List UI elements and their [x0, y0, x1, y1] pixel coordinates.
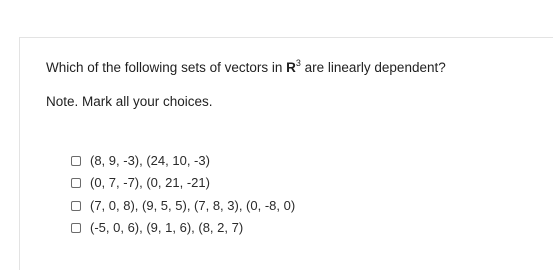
choice-list [71, 151, 295, 241]
choice-option-4[interactable] [71, 219, 295, 238]
space-exponent: 3 [295, 57, 301, 68]
checkbox-option-3[interactable] [71, 201, 81, 211]
choice-label-3: (7, 0, 8), (9, 5, 5), (7, 8, 3), (0, -8, 0) [90, 197, 296, 213]
space-symbol: R [286, 60, 296, 75]
choice-option-1[interactable] [71, 151, 295, 170]
choice-option-3[interactable] [71, 196, 295, 215]
question-text [46, 59, 446, 77]
checkbox-option-2[interactable] [71, 178, 81, 188]
question-prefix: Which of the following sets of vectors in [46, 60, 287, 75]
checkbox-option-4[interactable] [71, 223, 81, 233]
question-suffix: are linearly dependent? [300, 60, 446, 75]
instruction-note: Note. Mark all your choices. [46, 94, 213, 109]
choice-label-2: (0, 7, -7), (0, 21, -21) [90, 175, 210, 190]
question-card [19, 37, 553, 270]
checkbox-option-1[interactable] [71, 156, 81, 166]
choice-label-4: (-5, 0, 6), (9, 1, 6), (8, 2, 7) [90, 220, 244, 235]
choice-label-1: (8, 9, -3), (24, 10, -3) [90, 152, 210, 168]
choice-option-2[interactable] [71, 174, 295, 193]
